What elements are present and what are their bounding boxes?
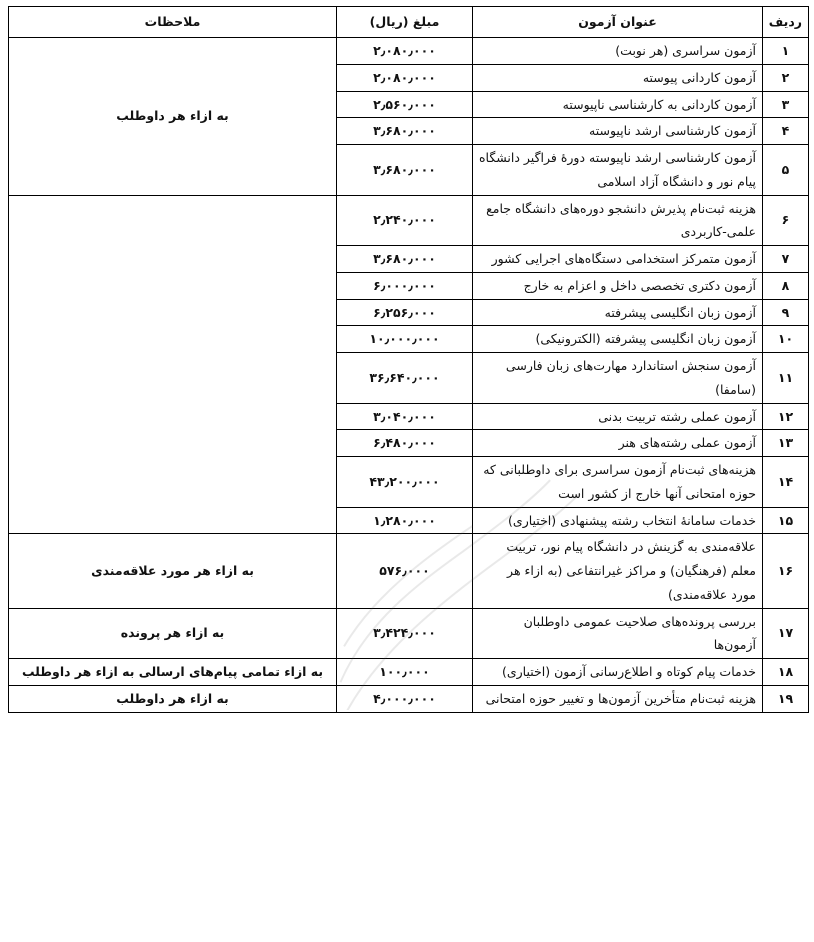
exam-title: بررسی پرونده‌های صلاحیت عمومی داوطلبان آزمون‌ها: [473, 608, 763, 659]
row-number: ۱۸: [763, 659, 809, 686]
row-number: ۲: [763, 64, 809, 91]
fee-amount: ۳٫۶۸۰٫۰۰۰: [337, 118, 473, 145]
row-number: ۱۰: [763, 326, 809, 353]
header-row-number: ردیف: [763, 7, 809, 38]
exam-title: آزمون سنجش استاندارد مهارت‌های زبان فارسی (سامفا): [473, 353, 763, 404]
table-row: [9, 534, 809, 608]
table-row: [9, 195, 809, 246]
row-number: ۷: [763, 246, 809, 273]
exam-title: آزمون زبان انگلیسی پیشرفته (الکترونیکی): [473, 326, 763, 353]
exam-title: آزمون کاردانی پیوسته: [473, 64, 763, 91]
fee-amount: ۳٫۶۸۰٫۰۰۰: [337, 145, 473, 196]
fee-amount: ۱٫۲۸۰٫۰۰۰: [337, 507, 473, 534]
note-cell: به ازاء تمامی پیام‌های ارسالی به ازاء هر داوطلب: [9, 659, 337, 686]
table-row: [9, 659, 809, 686]
exam-title: آزمون زبان انگلیسی پیشرفته: [473, 299, 763, 326]
row-number: ۳: [763, 91, 809, 118]
fee-amount: ۳۶٫۶۴۰٫۰۰۰: [337, 353, 473, 404]
exam-title: آزمون عملی رشته‌های هنر: [473, 430, 763, 457]
row-number: ۵: [763, 145, 809, 196]
fee-amount: ۴٫۰۰۰٫۰۰۰: [337, 685, 473, 712]
header-amount: مبلغ (ریال): [337, 7, 473, 38]
fee-amount: ۲٫۰۸۰٫۰۰۰: [337, 64, 473, 91]
fee-amount: ۲٫۲۴۰٫۰۰۰: [337, 195, 473, 246]
table-row: [9, 38, 809, 65]
row-number: ۱۳: [763, 430, 809, 457]
fee-amount: ۳٫۶۸۰٫۰۰۰: [337, 246, 473, 273]
fee-amount: ۵۷۶٫۰۰۰: [337, 534, 473, 608]
row-number: ۱۴: [763, 457, 809, 508]
exam-title: علاقه‌مندی به گزینش در دانشگاه پیام نور، تربیت معلم (فرهنگیان) و مراکز غیرانتفاعی (به ازاء هر مورد علاقه‌مندی): [473, 534, 763, 608]
fee-amount: ۱۰۰٫۰۰۰: [337, 659, 473, 686]
exam-title: آزمون کاردانی به کارشناسی ناپیوسته: [473, 91, 763, 118]
fee-amount: ۶٫۴۸۰٫۰۰۰: [337, 430, 473, 457]
row-number: ۱۱: [763, 353, 809, 404]
exam-title: خدمات پیام کوتاه و اطلاع‌رسانی آزمون (اختیاری): [473, 659, 763, 686]
fee-amount: ۱۰٫۰۰۰٫۰۰۰: [337, 326, 473, 353]
row-number: ۱۹: [763, 685, 809, 712]
fee-amount: ۶٫۰۰۰٫۰۰۰: [337, 272, 473, 299]
fee-amount: ۳٫۰۴۰٫۰۰۰: [337, 403, 473, 430]
row-number: ۸: [763, 272, 809, 299]
row-number: ۱۷: [763, 608, 809, 659]
exam-title: هزینه‌های ثبت‌نام آزمون سراسری برای داوطلبانی که حوزه امتحانی آنها خارج از کشور است: [473, 457, 763, 508]
row-number: ۴: [763, 118, 809, 145]
exam-title: هزینه ثبت‌نام متأخرین آزمون‌ها و تغییر حوزه امتحانی: [473, 685, 763, 712]
row-number: ۱۵: [763, 507, 809, 534]
note-cell: به ازاء هر پرونده: [9, 608, 337, 659]
row-number: ۱: [763, 38, 809, 65]
exam-title: آزمون سراسری (هر نوبت): [473, 38, 763, 65]
header-notes: ملاحظات: [9, 7, 337, 38]
exam-fee-table: [8, 6, 809, 713]
exam-title: آزمون دکتری تخصصی داخل و اعزام به خارج: [473, 272, 763, 299]
note-cell: به ازاء هر داوطلب: [9, 685, 337, 712]
exam-title: خدمات سامانهٔ انتخاب رشته پیشنهادی (اختیاری): [473, 507, 763, 534]
table-header-row: [9, 7, 809, 38]
exam-title: هزینه ثبت‌نام پذیرش دانشجو دوره‌های دانشگاه جامع علمی-کاربردی: [473, 195, 763, 246]
exam-title: آزمون عملی رشته تربیت بدنی: [473, 403, 763, 430]
fee-amount: ۴۳٫۲۰۰٫۰۰۰: [337, 457, 473, 508]
note-cell: [9, 195, 337, 534]
table-row: [9, 608, 809, 659]
header-exam-title: عنوان آزمون: [473, 7, 763, 38]
note-cell: به ازاء هر داوطلب: [9, 38, 337, 196]
row-number: ۱۲: [763, 403, 809, 430]
fee-amount: ۶٫۲۵۶٫۰۰۰: [337, 299, 473, 326]
exam-title: آزمون متمرکز استخدامی دستگاه‌های اجرایی کشور: [473, 246, 763, 273]
fee-amount: ۳٫۴۲۴٫۰۰۰: [337, 608, 473, 659]
note-cell: به ازاء هر مورد علاقه‌مندی: [9, 534, 337, 608]
fee-table-sheet: [8, 6, 808, 713]
row-number: ۱۶: [763, 534, 809, 608]
fee-amount: ۲٫۵۶۰٫۰۰۰: [337, 91, 473, 118]
table-row: [9, 685, 809, 712]
exam-title: آزمون کارشناسی ارشد ناپیوسته دورهٔ فراگیر دانشگاه پیام نور و دانشگاه آزاد اسلامی: [473, 145, 763, 196]
row-number: ۶: [763, 195, 809, 246]
row-number: ۹: [763, 299, 809, 326]
fee-amount: ۲٫۰۸۰٫۰۰۰: [337, 38, 473, 65]
exam-title: آزمون کارشناسی ارشد ناپیوسته: [473, 118, 763, 145]
